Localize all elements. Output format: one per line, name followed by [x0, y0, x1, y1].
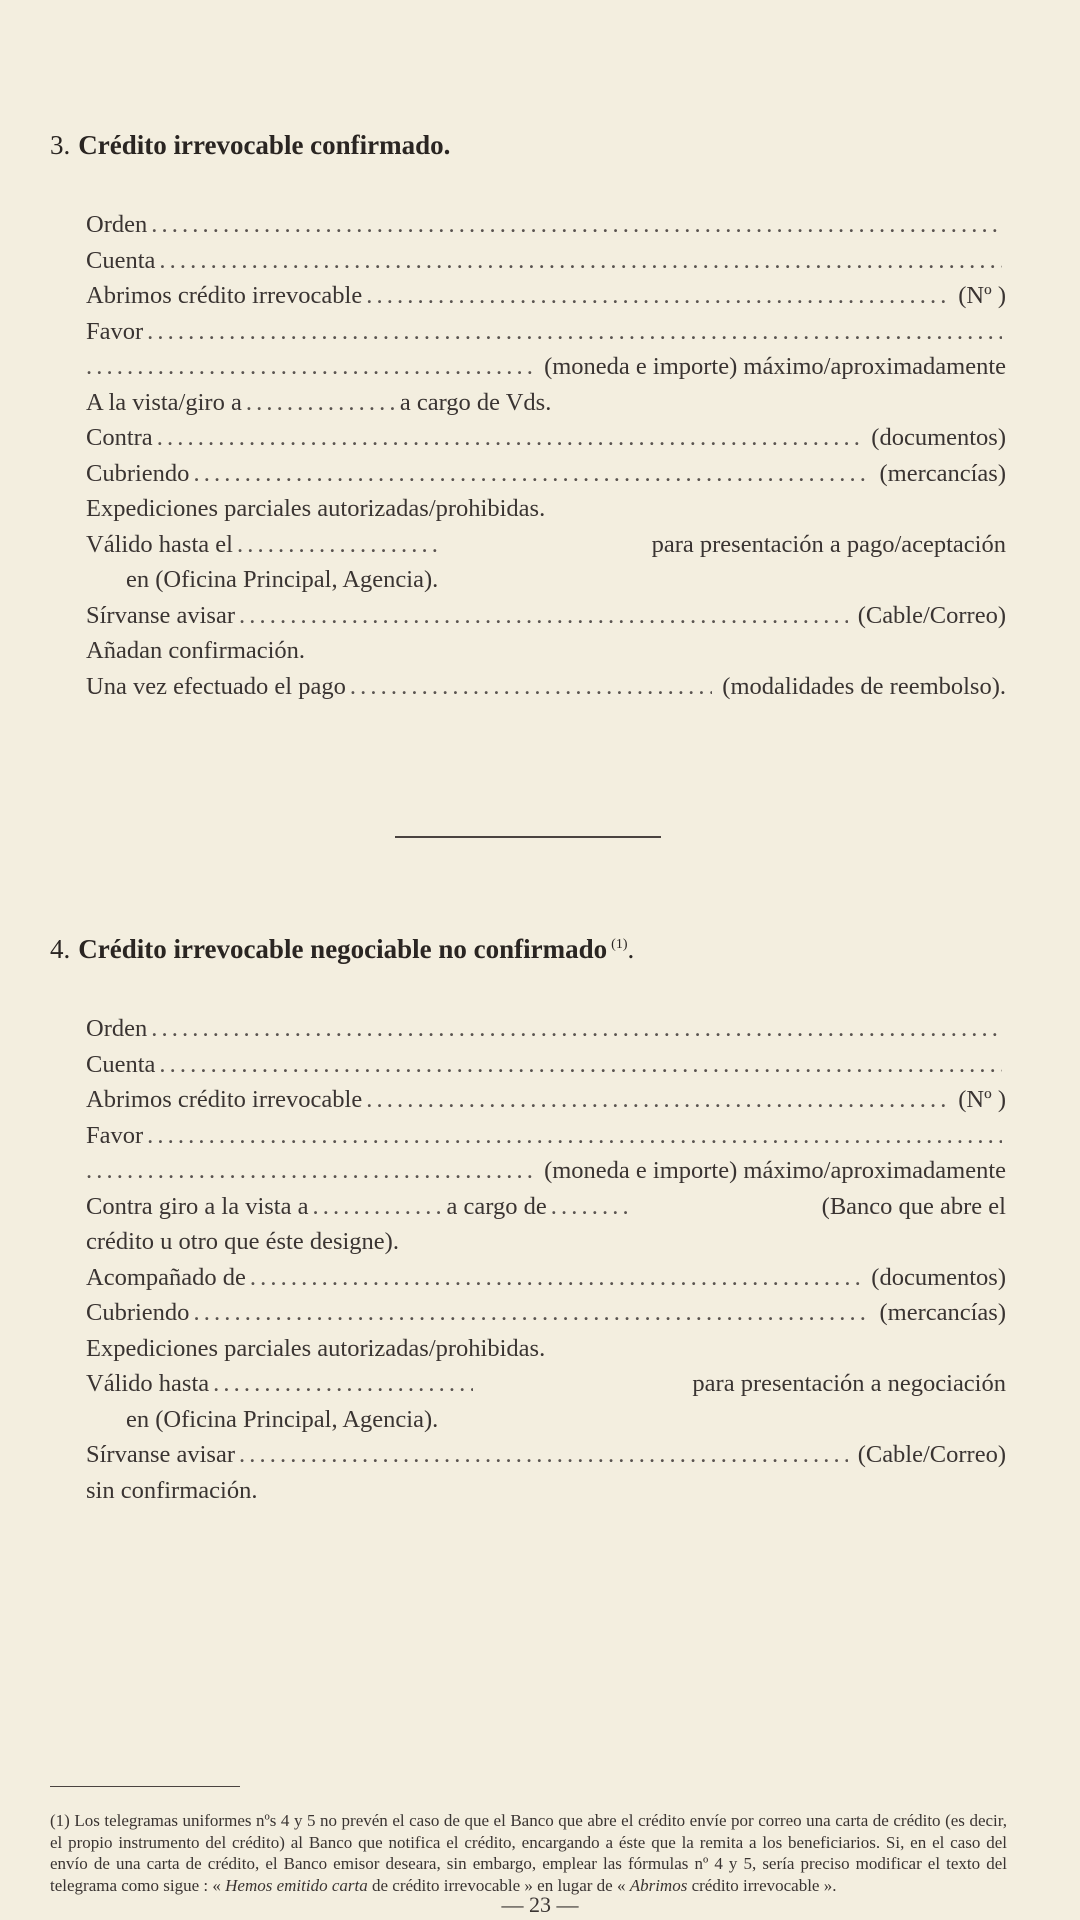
label-presentacion: para presentación a negociación — [692, 1370, 1006, 1397]
form-line-expediciones — [86, 1331, 1006, 1367]
label-valido: Válido hasta — [86, 1370, 210, 1397]
fill-dots — [350, 669, 712, 705]
section-3-title: Crédito irrevocable confirmado. — [78, 130, 451, 160]
form-line-unavez — [86, 669, 1006, 705]
label-unavez: Una vez efectuado el pago — [86, 672, 346, 700]
label-cubriendo: Cubriendo — [86, 1299, 190, 1326]
fill-dots — [159, 1047, 1002, 1083]
fill-dots — [239, 1437, 848, 1473]
fill-dots — [246, 385, 396, 421]
form-line-abrimos — [86, 1082, 1006, 1118]
label-sirvanse: Sírvanse avisar — [86, 1441, 235, 1468]
label-cargo: a cargo de — [446, 1192, 547, 1220]
form-line-oficina — [86, 1402, 1006, 1438]
label-contra-giro: Contra giro a la vista a — [86, 1192, 309, 1220]
form-line-favor — [86, 314, 1006, 350]
footnote-ref: (1) — [611, 937, 628, 952]
label-sin-confirmacion: sin confirmación. — [86, 1476, 258, 1504]
fill-dots — [151, 1011, 1002, 1047]
label-moneda: (moneda e importe) máximo/aproximadamente — [544, 1157, 1006, 1184]
footnote-italic-1: Hemos emitido carta — [225, 1875, 368, 1895]
footnote-text-3: crédito irrevocable ». — [687, 1875, 837, 1895]
footnote — [50, 1810, 1007, 1896]
footnote-text-2: de crédito irrevocable » en lugar de « — [367, 1875, 630, 1895]
label-cubriendo: Cubriendo — [86, 459, 190, 487]
section-4-title: Crédito irrevocable negociable no confirmado — [78, 934, 608, 964]
label-sirvanse: Sírvanse avisar — [86, 601, 235, 629]
section-3-form — [86, 207, 1006, 704]
footnote-text-1: (1) Los telegramas uniformes nºs 4 y 5 no prevén el caso de que el Banco que abre el crédito envíe por correo una carta de crédito (es decir, el propio instrumento del crédito) al Banco que notifica el crédito, encargando a éste que la remita a los beneficiarios. Si, en el caso del envío de una carta de crédito, el Banco emisor deseara, sin embargo, emplear las fórmulas nº 4 y 5, sería preciso modificar el texto del telegrama como sigue : « — [50, 1811, 1007, 1895]
form-line-acompanado — [86, 1260, 1006, 1296]
section-4-heading — [50, 934, 634, 965]
label-banco: (Banco que abre el — [821, 1192, 1006, 1220]
label-oficina: en (Oficina Principal, Agencia). — [126, 566, 439, 593]
label-mercancias: (mercancías) — [879, 459, 1006, 487]
form-line-cuenta — [86, 1047, 1006, 1083]
form-line-cubriendo — [86, 1295, 1006, 1331]
label-cargo: a cargo de Vds. — [399, 388, 552, 416]
fill-dots — [86, 1153, 534, 1189]
form-line-valido — [86, 1366, 1006, 1402]
form-line-sirvanse — [86, 1437, 1006, 1473]
form-line-vista — [86, 385, 1006, 421]
label-abrimos: Abrimos crédito irrevocable — [86, 282, 363, 309]
label-favor: Favor — [86, 1121, 144, 1149]
fill-dots — [193, 456, 869, 492]
fill-dots — [250, 1260, 861, 1296]
label-contra: Contra — [86, 424, 153, 451]
form-line-sin — [86, 1473, 1006, 1509]
fill-dots — [147, 1118, 1002, 1154]
label-favor: Favor — [86, 317, 144, 345]
fill-dots — [159, 243, 1002, 279]
label-vista: A la vista/giro a — [86, 388, 242, 416]
label-cuenta: Cuenta — [86, 1050, 156, 1078]
label-credito: crédito u otro que éste designe). — [86, 1228, 399, 1255]
label-orden: Orden — [86, 211, 148, 238]
fill-dots — [193, 1295, 869, 1331]
label-acompanado: Acompañado de — [86, 1263, 246, 1291]
fill-dots — [151, 207, 1002, 243]
fill-dots — [312, 1189, 442, 1225]
page-number: — 23 — — [501, 1892, 579, 1917]
form-line-cuenta — [86, 243, 1006, 279]
section-3-heading — [50, 130, 450, 161]
label-documentos: (documentos) — [871, 424, 1006, 451]
section-3-number: 3. — [50, 130, 71, 160]
title-end: . — [627, 934, 635, 964]
fill-dots — [237, 527, 437, 563]
fill-dots — [157, 420, 862, 456]
label-cuenta: Cuenta — [86, 246, 156, 274]
form-line-favor — [86, 1118, 1006, 1154]
fill-dots — [147, 314, 1002, 350]
label-mercancias: (mercancías) — [879, 1299, 1006, 1326]
footnote-italic-2: Abrimos — [629, 1875, 688, 1895]
label-cable-correo: (Cable/Correo) — [857, 1441, 1006, 1468]
section-4-number: 4. — [50, 934, 71, 964]
label-moneda: (moneda e importe) máximo/aproximadamente — [544, 353, 1006, 380]
label-presentacion: para presentación a pago/aceptación — [651, 530, 1006, 558]
form-line-cubriendo — [86, 456, 1006, 492]
form-line-anadan — [86, 633, 1006, 669]
fill-dots — [86, 349, 534, 385]
label-expediciones: Expediciones parciales autorizadas/prohibidas. — [86, 495, 546, 522]
fill-dots — [366, 278, 948, 314]
form-line-oficina — [86, 562, 1006, 598]
form-line-credito — [86, 1224, 1006, 1260]
label-reembolso: (modalidades de reembolso). — [722, 672, 1006, 700]
fill-dots — [551, 1189, 631, 1225]
form-line-sirvanse — [86, 598, 1006, 634]
fill-dots — [213, 1366, 473, 1402]
label-abrimos: Abrimos crédito irrevocable — [86, 1086, 363, 1113]
label-expediciones: Expediciones parciales autorizadas/prohibidas. — [86, 1334, 546, 1362]
label-valido: Válido hasta el — [86, 530, 233, 558]
fill-dots — [239, 598, 848, 634]
label-anadan: Añadan confirmación. — [86, 637, 306, 664]
form-line-valido — [86, 527, 1006, 563]
form-line-expediciones — [86, 491, 1006, 527]
form-line-moneda — [86, 1153, 1006, 1189]
label-documentos: (documentos) — [871, 1263, 1006, 1291]
label-cable-correo: (Cable/Correo) — [857, 601, 1006, 629]
form-line-contra — [86, 420, 1006, 456]
section-divider — [395, 836, 661, 838]
form-line-orden — [86, 1011, 1006, 1047]
form-line-contra-giro — [86, 1189, 1006, 1225]
fill-dots — [366, 1082, 948, 1118]
form-line-orden — [86, 207, 1006, 243]
form-line-abrimos — [86, 278, 1006, 314]
label-orden: Orden — [86, 1015, 148, 1042]
label-oficina: en (Oficina Principal, Agencia). — [126, 1405, 439, 1433]
label-numero: (Nº ) — [958, 1086, 1006, 1113]
label-numero: (Nº ) — [958, 282, 1006, 309]
section-4-form — [86, 1011, 1006, 1508]
footnote-rule — [50, 1786, 240, 1787]
form-line-moneda — [86, 349, 1006, 385]
